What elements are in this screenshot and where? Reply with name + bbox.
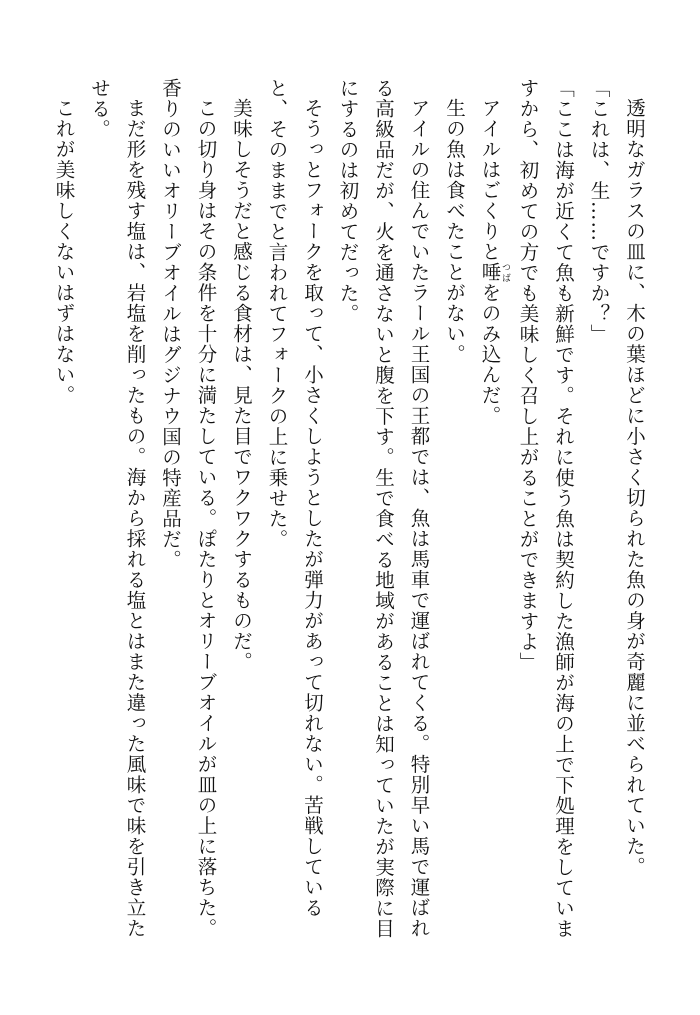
text-line: この切り身はその条件を十分に満たしている。ぽたりとオリーブオイルが皿の上に落ちた。	[194, 97, 218, 938]
text-line: そうっとフォークを取って、小さくしようとしたが弾力があって切れない。苦戦している	[301, 97, 324, 918]
ruby-annotation	[478, 261, 510, 283]
text-line: 生の魚は食べたことがない。	[443, 97, 466, 364]
text-line: これが美味しくないはずはない。	[52, 97, 76, 405]
text-line: 「ここは海が近くて魚も新鮮です。それに使う魚は契約した漁師が海の上で下処理をしていま	[552, 78, 575, 939]
text-line: 「これは、生……ですか？」	[587, 78, 611, 345]
text-line: せる。	[88, 78, 111, 140]
text-line: 透明なガラスの皿に、木の葉ほどに小さく切られた魚の身が奇麗に並べられていた。	[623, 97, 646, 877]
text-line: すから、初めての方でも美味しく召し上がることができますよ」	[516, 78, 540, 673]
ruby-base: 唾	[478, 261, 502, 282]
text-line: まだ形を残す塩は、岩塩を削ったもの。海から採れる塩とはまた違った風味で味を引き立た	[123, 97, 147, 938]
text-line: アイルの住んでいたラール王国の王都では、魚は馬車で運ばれてくる。特別早い馬で運ばれ	[407, 97, 431, 938]
vertical-text-block	[46, 78, 652, 978]
text-line-with-ruby	[472, 78, 510, 978]
text-segment: をのみ込んだ。	[478, 282, 502, 426]
text-line: 美味しそうだと感じる食材は、見た目でワクワクするものだ。	[230, 97, 253, 672]
text-segment: アイルはごくりと	[478, 97, 502, 262]
text-line: にするのは初めてだった。	[336, 78, 360, 324]
text-line: と、そのままでと言われてフォークの上に乗せた。	[265, 78, 289, 550]
ruby-reading: つば	[500, 261, 510, 282]
text-line: 香りのいいオリーブオイルはグジナウ国の特産品だ。	[159, 78, 182, 570]
text-line: る高級品だが、火を通さないと腹を下す。生で食べる地域があることは知っていたが実際に目	[372, 78, 395, 939]
